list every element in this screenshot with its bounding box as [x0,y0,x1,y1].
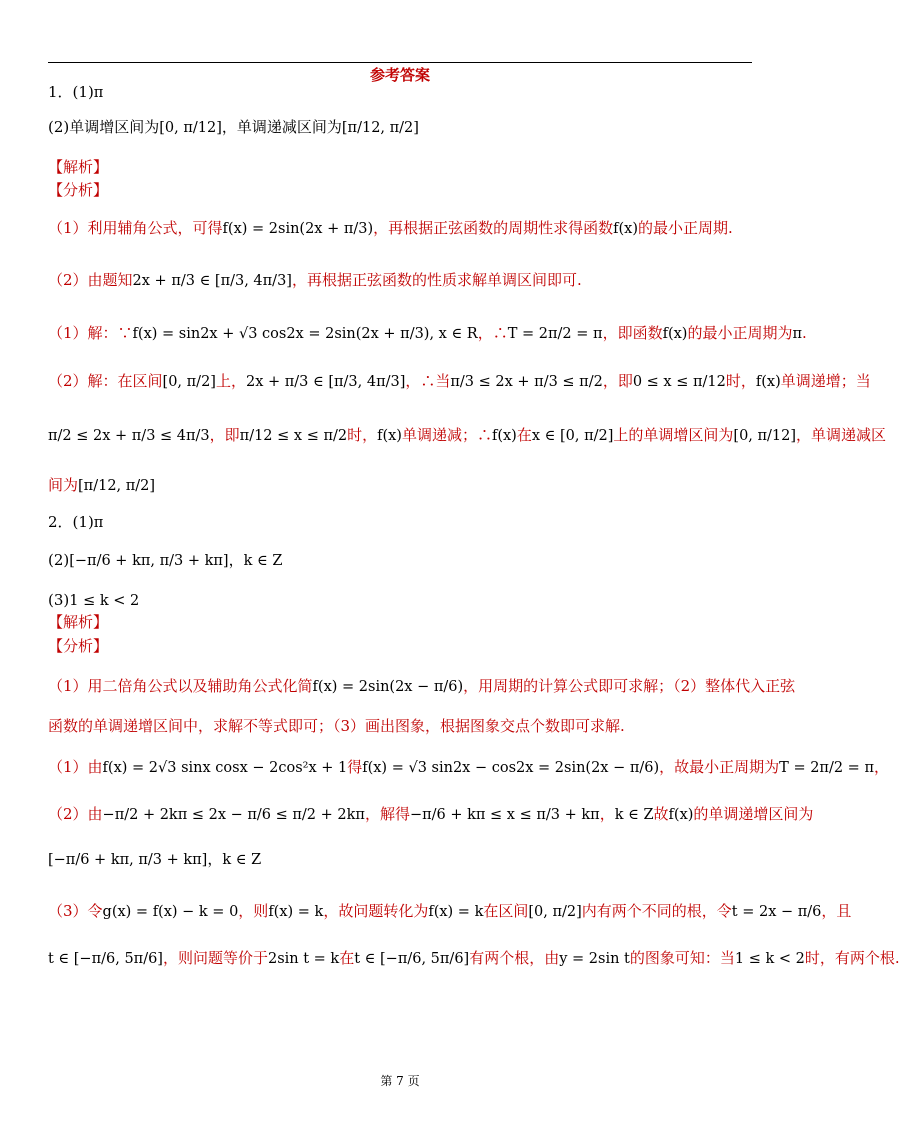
math-expression: f(x) [491,428,517,444]
page-title: 参考答案 [369,66,430,84]
text-line-p2-11 [48,901,852,922]
math-expression: π/3 ≤ 2x + π/3 ≤ π/2 [450,374,603,390]
text-segment: ，且 [821,902,852,920]
math-expression: [−π/6 + kπ, π/3 + kπ] [69,553,229,569]
text-line-p2-5 [48,636,764,656]
math-expression: t ∈ [−π/6, 5π/6] [48,951,163,967]
math-expression: f(x) = √3 sin2x − cos2x = 2sin(2x − π/6) [362,760,660,776]
text-segment: 间为 [48,476,79,494]
text-segment: ，解得 [364,805,410,823]
text-line-p1-8 [48,371,871,392]
math-expression: [0, π/2] [162,374,216,390]
math-expression: f(x) = sin2x + √3 cos2x = 2sin(2x + π/3), x ∈ R [132,326,478,342]
text-line-p2-8 [48,757,889,778]
text-segment: （2）解：在区间 [48,372,163,390]
math-expression: t = 2x − π/6 [731,904,822,920]
math-expression: [−π/6 + kπ, π/3 + kπ] [48,852,208,868]
text-segment: 在 [339,949,355,967]
text-line-p1-3 [48,157,764,177]
text-line-p1-9 [48,425,887,446]
text-line-p1-7 [48,323,807,344]
math-expression: 2sin t = k [267,951,340,967]
text-line-p2-10 [48,849,764,870]
text-segment: (3) [48,591,70,609]
text-segment: 故 [653,805,669,823]
math-expression: 0 ≤ x ≤ π/12 [632,374,726,390]
header-rule [48,62,752,63]
math-expression: f(x) [662,326,688,342]
text-segment: ，用周期的计算公式即可求解；（2）整体代入正弦 [463,677,796,695]
text-line-p2-2 [48,550,764,571]
math-expression: T = 2π/2 = π [779,760,874,776]
text-line-p2-4 [48,612,764,632]
math-expression: π/2 ≤ 2x + π/3 ≤ 4π/3 [48,428,210,444]
math-expression: y = 2sin t [559,951,630,967]
text-segment: 【分析】 [48,181,109,199]
text-line-p2-7 [48,716,764,736]
math-expression: k ∈ Z [243,553,283,569]
text-segment: ，∴ [477,324,508,342]
math-expression: f(x) [755,374,781,390]
math-expression: 1 ≤ k < 2 [69,593,140,609]
text-segment: （3）令 [48,902,103,920]
text-segment: 有两个根，由 [469,949,560,967]
text-segment: ，再根据正弦函数的周期性求得函数 [373,219,614,237]
text-segment: 在区间 [483,902,529,920]
text-segment: ， [228,551,244,569]
text-segment: ，则问题等价于 [162,949,268,967]
text-segment: ，故问题转化为 [323,902,429,920]
page-number: 第 7 页 [380,1074,420,1088]
text-line-p2-9 [48,804,814,825]
text-segment: ，即 [602,372,633,390]
math-expression: f(x) = k [268,904,324,920]
text-segment: ，∴当 [405,372,451,390]
text-segment: ， [873,758,889,776]
text-line-p1-6 [48,270,764,291]
text-segment: 1．(1) [48,83,94,101]
text-segment: 【解析】 [48,613,109,631]
text-segment: 的图象可知：当 [629,949,735,967]
math-expression: x ∈ [0, π/2] [531,428,614,444]
text-segment: （2）由 [48,805,103,823]
math-expression: [0, π/12] [733,428,797,444]
text-segment: ，即函数 [602,324,663,342]
math-expression: 2x + π/3 ∈ [π/3, 4π/3] [132,273,292,289]
math-expression: π [93,515,104,531]
math-expression: k ∈ Z [222,852,262,868]
text-line-p1-1 [48,82,764,103]
text-segment: 时，有两个根. [804,949,900,967]
text-segment: 上， [215,372,246,390]
text-segment: 的最小正周期. [638,219,733,237]
text-line-p1-5 [48,218,764,239]
text-segment: ， [599,805,615,823]
text-segment: 内有两个不同的根，令 [581,902,732,920]
math-expression: T = 2π/2 = π [507,326,603,342]
math-expression: −π/2 + 2kπ ≤ 2x − π/6 ≤ π/2 + 2kπ [102,807,365,823]
text-segment: 上的单调增区间为 [613,426,734,444]
math-expression: f(x) = 2sin(2x + π/3) [222,221,374,237]
math-expression: t ∈ [−π/6, 5π/6] [354,951,470,967]
math-expression: g(x) = f(x) − k = 0 [102,904,239,920]
math-expression: f(x) = 2√3 sinx cosx − 2cos²x + 1 [102,760,348,776]
text-segment: 2．(1) [48,513,94,531]
text-segment: (2) [48,551,70,569]
text-segment: . [801,324,807,342]
math-expression: k ∈ Z [614,807,654,823]
text-segment: 【解析】 [48,158,109,176]
text-segment: （2）由题知 [48,271,133,289]
math-expression: [0, π/12] [159,120,222,136]
math-expression: π/12 ≤ x ≤ π/2 [239,428,348,444]
text-line-p1-4 [48,180,764,200]
text-segment: ，再根据正弦函数的性质求解单调区间即可. [291,271,582,289]
text-line-p2-1 [48,512,764,533]
text-line-p1-10 [48,475,764,496]
math-expression: 2x + π/3 ∈ [π/3, 4π/3] [245,374,406,390]
math-expression: [π/12, π/2] [78,478,156,494]
text-segment: （1）由 [48,758,103,776]
math-expression: π [792,326,802,342]
text-segment: 时， [347,426,378,444]
text-segment: 函数的单调递增区间中，求解不等式即可；（3）画出图象，根据图象交点个数即可求解. [48,717,625,735]
math-expression: π [93,85,104,101]
text-segment: ， [207,850,223,868]
math-expression: [π/12, π/2] [341,120,419,136]
math-expression: f(x) = 2sin(2x − π/6) [312,679,464,695]
math-expression: f(x) [613,221,639,237]
math-expression: f(x) [668,807,694,823]
math-expression: [0, π/2] [528,904,582,920]
text-segment: 的单调递增区间为 [693,805,814,823]
text-segment: 得 [347,758,363,776]
text-segment: ，即 [209,426,240,444]
math-expression: f(x) [377,428,402,444]
text-segment: 的最小正周期为 [687,324,793,342]
text-line-p2-12 [48,948,900,969]
text-line-p2-3 [48,590,764,611]
text-segment: 单调递减；∴ [401,426,492,444]
text-segment: (2)单调增区间为 [48,118,160,136]
text-segment: 在 [516,426,532,444]
text-segment: 单调递增；当 [780,372,871,390]
math-expression: f(x) = k [428,904,484,920]
text-line-p1-2 [48,117,764,138]
text-segment: （1）利用辅角公式，可得 [48,219,223,237]
text-segment: ，故最小正周期为 [659,758,780,776]
math-expression: −π/6 + kπ ≤ x ≤ π/3 + kπ [409,807,600,823]
math-expression: 1 ≤ k < 2 [734,951,805,967]
text-segment: 时， [725,372,756,390]
text-segment: （1）解：∵ [48,324,133,342]
text-segment: ，单调递减区 [796,426,887,444]
text-segment: 【分析】 [48,637,109,655]
text-line-p2-6 [48,676,796,697]
text-segment: ，则 [238,902,269,920]
text-segment: ，单调递减区间为 [221,118,342,136]
text-segment: （1）用二倍角公式以及辅助角公式化简 [48,677,313,695]
